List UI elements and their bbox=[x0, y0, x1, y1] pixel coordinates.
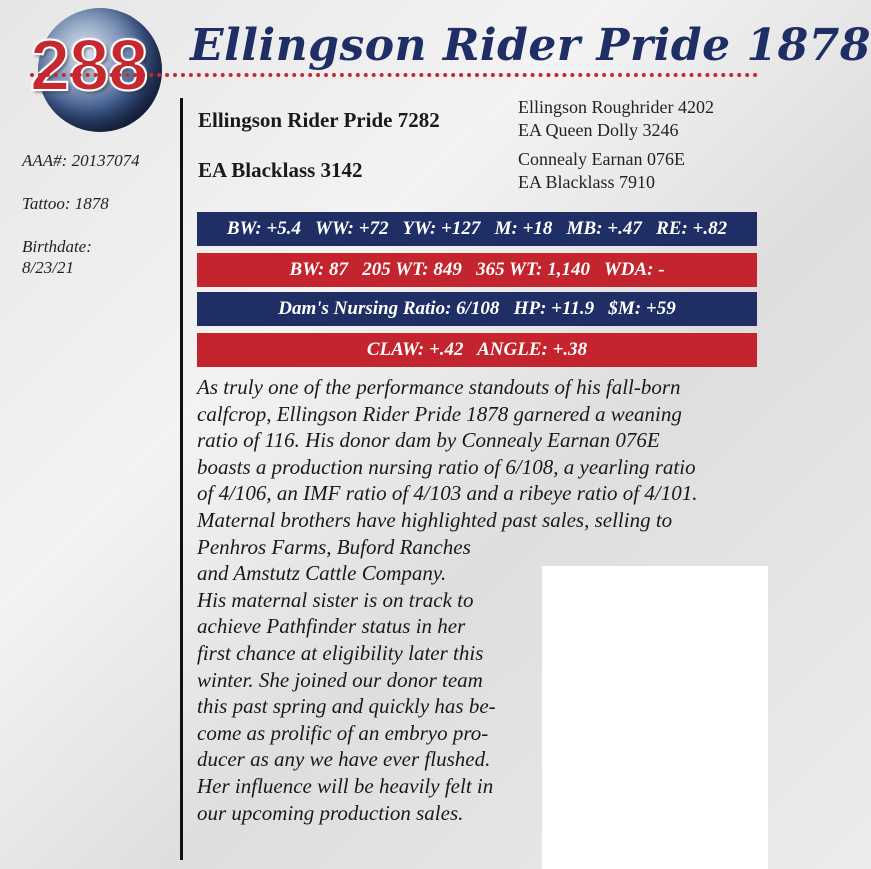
lot-number: 288 bbox=[30, 26, 148, 106]
pedigree-dam-dam: EA Blacklass 7910 bbox=[518, 172, 655, 192]
pedigree-dam-sire: Connealy Earnan 076E bbox=[518, 149, 685, 169]
animal-details bbox=[22, 150, 172, 278]
vertical-divider bbox=[180, 98, 183, 860]
birthdate-value: 8/23/21 bbox=[22, 258, 74, 277]
pedigree-dam: EA Blacklass 3142 bbox=[198, 158, 363, 182]
pedigree-sire-dam: EA Queen Dolly 3246 bbox=[518, 120, 679, 140]
pedigree-sire-sire: Ellingson Roughrider 4202 bbox=[518, 97, 714, 117]
aaa-number: AAA#: 20137074 bbox=[22, 151, 140, 170]
lot-description: As truly one of the performance standouts of his fall-born calfcrop, Ellingson Rider Pride 1878 garnered a weaning ratio of 116. His donor dam by Connealy Earnan 076E boasts a production nursing ratio of 6/108, a yearling ratio of 4/106, an IMF ratio of 4/103 and a ribeye ratio of 4/101. Maternal brothers have highlighted past sales, selling to Penhros Farms, Buford Ranches and Amstutz Cattle Company. His maternal sister is on track to achieve Pathfinder status in her first chance at eligibility later this winter. She joined our donor team this past spring and quickly has be- come as prolific of an embryo pro- ducer as any we have ever flushed. Her influence will be heavily felt in our upcoming production sales. bbox=[197, 375, 698, 825]
birthdate-label: Birthdate: bbox=[22, 237, 92, 256]
nursing-ratio-bar: Dam's Nursing Ratio: 6/108 HP: +11.9 $M: +59 bbox=[197, 292, 757, 326]
dotted-divider bbox=[30, 73, 758, 77]
epd-bar: BW: +5.4 WW: +72 YW: +127 M: +18 MB: +.47 RE: +.82 bbox=[197, 212, 757, 246]
claw-angle-bar: CLAW: +.42 ANGLE: +.38 bbox=[197, 333, 757, 367]
pedigree-sire: Ellingson Rider Pride 7282 bbox=[198, 108, 440, 132]
tattoo: Tattoo: 1878 bbox=[22, 194, 109, 213]
lot-title: Ellingson Rider Pride 1878 bbox=[190, 20, 871, 71]
actuals-bar: BW: 87 205 WT: 849 365 WT: 1,140 WDA: - bbox=[197, 253, 757, 287]
